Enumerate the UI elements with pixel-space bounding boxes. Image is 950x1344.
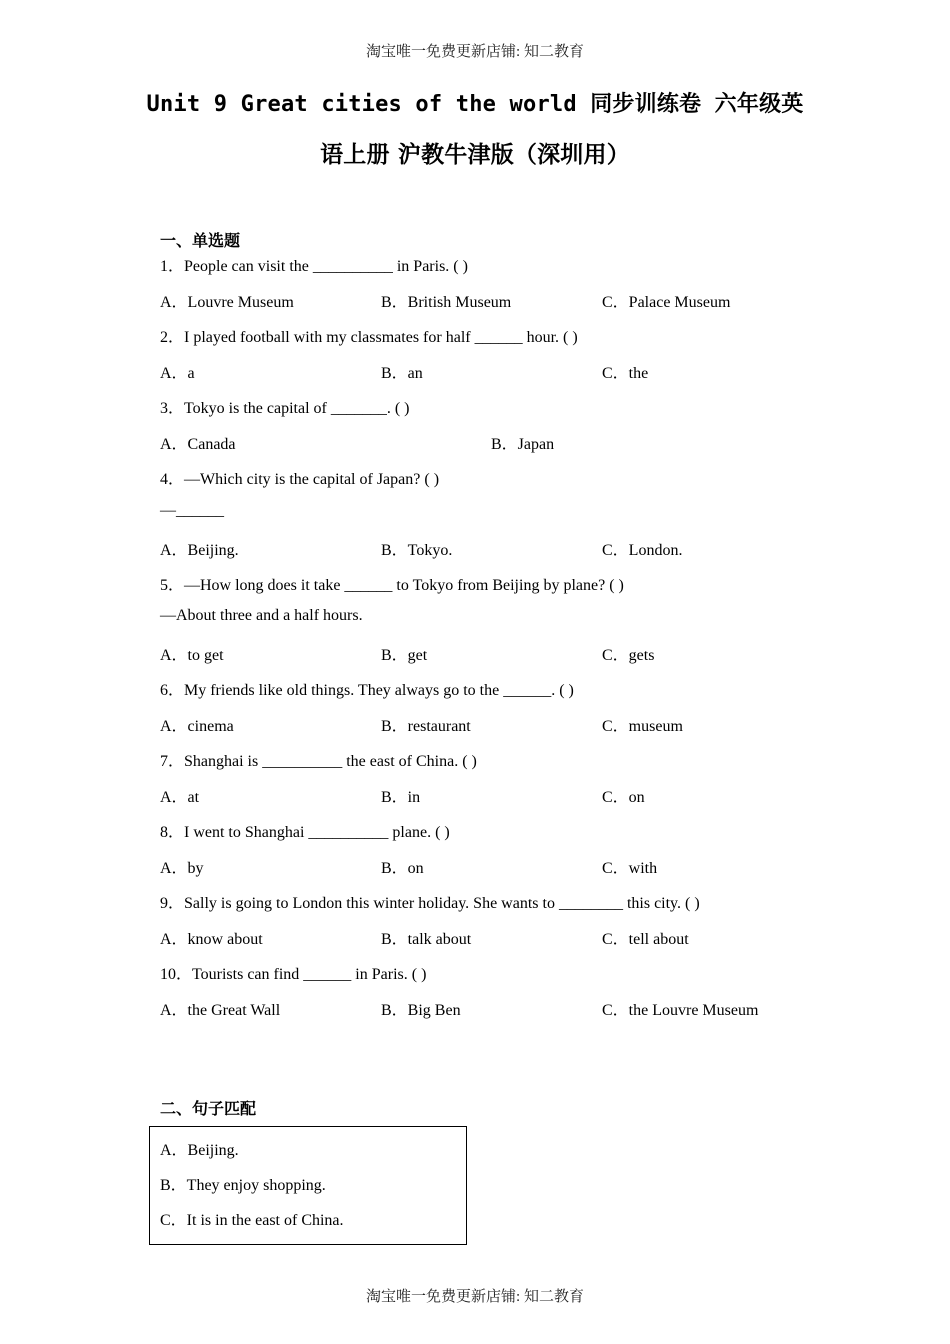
q3-option-a: A．Canada bbox=[160, 436, 236, 453]
q10-option-b: B．Big Ben bbox=[381, 1002, 461, 1019]
q6-option-a: A．cinema bbox=[160, 718, 234, 735]
q7-option-a: A．at bbox=[160, 789, 200, 806]
page-footer: 淘宝唯一免费更新店铺: 知二教育 bbox=[366, 1289, 584, 1305]
q2-option-c: C．the bbox=[602, 365, 649, 382]
question-2: 2．I played football with my classmates for half ______ hour. ( ) bbox=[160, 329, 578, 346]
question-4-answer-line: —______ bbox=[160, 502, 224, 519]
question-5-answer-line: —About three and a half hours. bbox=[160, 607, 363, 624]
match-option-c: C．It is in the east of China. bbox=[160, 1212, 344, 1229]
q4-option-b: B．Tokyo. bbox=[381, 542, 453, 559]
q9-option-c: C．tell about bbox=[602, 931, 689, 948]
q10-option-a: A．the Great Wall bbox=[160, 1002, 281, 1019]
q7-option-b: B．in bbox=[381, 789, 421, 806]
q5-option-a: A．to get bbox=[160, 647, 224, 664]
q4-option-c: C．London. bbox=[602, 542, 683, 559]
question-7: 7．Shanghai is __________ the east of China. ( ) bbox=[160, 753, 477, 770]
q6-option-c: C．museum bbox=[602, 718, 683, 735]
q8-option-a: A．by bbox=[160, 860, 204, 877]
section-1-title: 一、单选题 bbox=[160, 231, 241, 250]
q2-option-b: B．an bbox=[381, 365, 423, 382]
q1-option-b: B．British Museum bbox=[381, 294, 512, 311]
document-title-line-1: Unit 9 Great cities of the world 同步训练卷 六年级英 bbox=[146, 92, 804, 117]
q9-option-b: B．talk about bbox=[381, 931, 472, 948]
match-option-b: B．They enjoy shopping. bbox=[160, 1177, 326, 1194]
q4-option-a: A．Beijing. bbox=[160, 542, 239, 559]
match-option-a: A．Beijing. bbox=[160, 1142, 239, 1159]
q6-option-b: B．restaurant bbox=[381, 718, 471, 735]
question-10: 10．Tourists can find ______ in Paris. ( ) bbox=[160, 966, 427, 983]
q1-option-c: C．Palace Museum bbox=[602, 294, 731, 311]
q1-option-a: A．Louvre Museum bbox=[160, 294, 294, 311]
q5-option-c: C．gets bbox=[602, 647, 655, 664]
document-title-line-2: 语上册 沪教牛津版（深圳用） bbox=[320, 142, 630, 168]
q5-option-b: B．get bbox=[381, 647, 428, 664]
question-3: 3．Tokyo is the capital of _______. ( ) bbox=[160, 400, 410, 417]
q7-option-c: C．on bbox=[602, 789, 645, 806]
question-1: 1．People can visit the __________ in Paris. ( ) bbox=[160, 258, 468, 275]
q8-option-c: C．with bbox=[602, 860, 658, 877]
q9-option-a: A．know about bbox=[160, 931, 263, 948]
question-4: 4．—Which city is the capital of Japan? ( ) bbox=[160, 471, 440, 488]
section-2-title: 二、句子匹配 bbox=[160, 1099, 257, 1118]
question-9: 9．Sally is going to London this winter holiday. She wants to ________ this city. ( ) bbox=[160, 895, 700, 912]
page-header: 淘宝唯一免费更新店铺: 知二教育 bbox=[366, 44, 584, 60]
q10-option-c: C．the Louvre Museum bbox=[602, 1002, 759, 1019]
q2-option-a: A．a bbox=[160, 365, 195, 382]
q3-option-b: B．Japan bbox=[491, 436, 555, 453]
q8-option-b: B．on bbox=[381, 860, 424, 877]
question-6: 6．My friends like old things. They always go to the ______. ( ) bbox=[160, 682, 574, 699]
question-5: 5．—How long does it take ______ to Tokyo from Beijing by plane? ( ) bbox=[160, 577, 624, 594]
question-8: 8．I went to Shanghai __________ plane. ( ) bbox=[160, 824, 450, 841]
